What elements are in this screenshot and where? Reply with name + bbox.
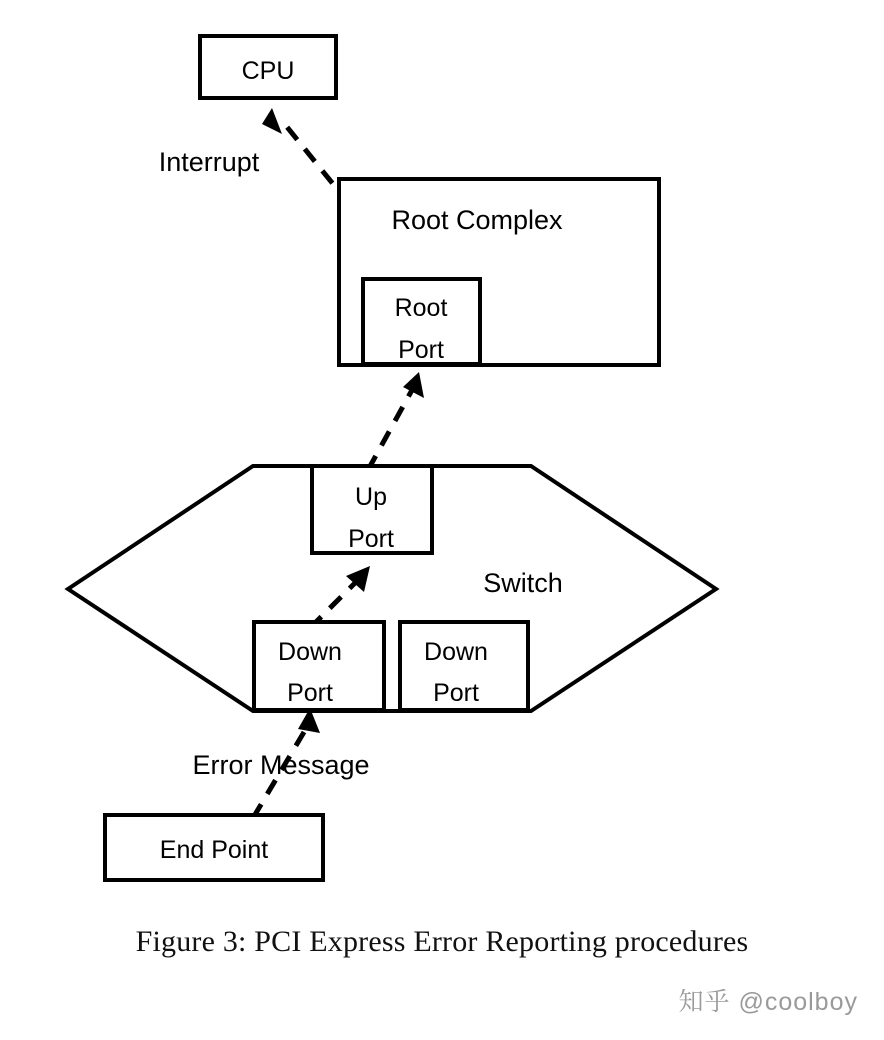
node-end-point [105, 815, 323, 880]
node-down-port-left [254, 622, 384, 710]
node-down-port-right [400, 622, 528, 710]
root-complex-label: Root Complex [391, 205, 563, 235]
interrupt-edge-label: Interrupt [158, 147, 260, 177]
error-message-edge-label: Error Message [192, 750, 370, 780]
down-port-right-label-line2: Port [433, 679, 479, 707]
up-port-label-line1: Up [355, 483, 387, 511]
down-port-left-label-line2: Port [287, 679, 333, 707]
node-cpu [200, 36, 336, 98]
switch-label: Switch [483, 568, 563, 598]
down-port-left-label-line1: Down [278, 638, 342, 666]
node-root-port [363, 279, 480, 364]
down-port-right-label-line1: Down [424, 638, 488, 666]
arrowhead-upport-to-rootport [403, 372, 424, 398]
arrowhead-rootport-to-cpu [262, 108, 282, 134]
watermark: 知乎 @coolboy [678, 988, 858, 1016]
up-port-label-line2: Port [348, 525, 394, 553]
cpu-label: CPU [241, 57, 295, 85]
figure-caption: Figure 3: PCI Express Error Reporting procedures [135, 925, 749, 958]
root-port-label-line2: Port [398, 336, 444, 364]
end-point-label: End Point [159, 836, 269, 864]
arrow-upport-to-rootport [368, 390, 412, 470]
root-port-label-line1: Root [394, 294, 448, 322]
node-up-port [312, 466, 432, 553]
